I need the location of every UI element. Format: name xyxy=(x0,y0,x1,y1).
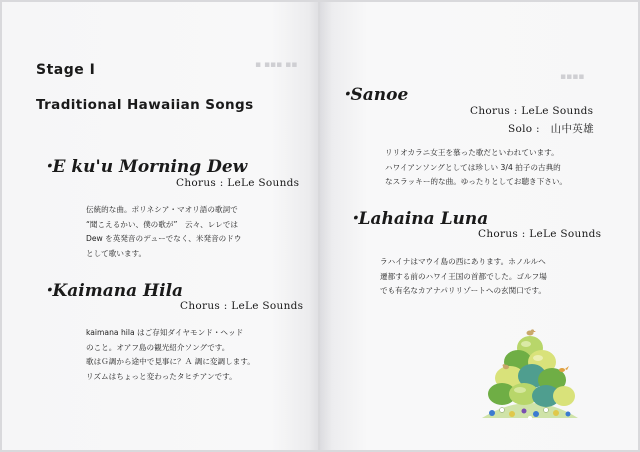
description-line: 伝統的な曲。ポリネシア・マオリ語の歌詞で xyxy=(86,205,238,214)
song-solo-credit: Solo : 山中英雄 xyxy=(508,123,594,135)
description-line: として歌います。 xyxy=(86,248,147,258)
song-title-ekuu-morning-dew: ･E ku'u Morning Dew xyxy=(44,157,248,177)
song-title-kaimana-hila: ･Kaimana Hila xyxy=(44,281,184,301)
song-description xyxy=(86,326,255,384)
description-line: ハワイアンソングとしては珍しい 3/4 拍子の古典的 xyxy=(385,162,561,172)
section-title: Traditional Hawaiian Songs xyxy=(36,97,254,113)
song-description xyxy=(385,146,567,190)
song-title-lahaina-luna: ･Lahaina Luna xyxy=(350,209,489,229)
song-credit: Chorus : LeLe Sounds xyxy=(478,228,602,240)
description-line: なスラッキー的な曲。ゆったりとしてお聴き下さい。 xyxy=(385,177,568,186)
description-line: 歌はＧ調から途中で見事に？Ａ 調に変調します。 xyxy=(86,357,255,366)
show-through-text: ▪ ▪▪▪ ▪▪ xyxy=(255,60,298,70)
description-line: “聞こえるかい、僕の歌が” 云々、レレでは xyxy=(86,219,238,229)
bird-icon xyxy=(559,366,569,372)
description-line: のこと。オアフ島の観光紹介ソングです。 xyxy=(86,342,230,352)
description-line: Dew を英発音のデューでなく、米発音のドウ xyxy=(86,234,242,243)
song-description xyxy=(86,203,241,261)
description-line: リリオカラニ女王を慕った歌だといわれています。 xyxy=(385,148,559,157)
stage-heading: Stage Ⅰ xyxy=(36,62,96,78)
tree-of-birds-illustration xyxy=(480,318,580,422)
description-line: 遷都する前のハワイ王国の首都でした。ゴルフ場 xyxy=(380,271,547,281)
description-line: リズムはちょっと変わったタヒチアンです。 xyxy=(86,371,237,381)
song-description xyxy=(380,255,547,299)
song-title-sanoe: ･Sanoe xyxy=(342,85,409,105)
song-credit: Chorus : LeLe Sounds xyxy=(180,300,304,312)
song-credit: Chorus : LeLe Sounds xyxy=(176,177,300,189)
bird-icon xyxy=(527,329,537,335)
show-through-text: ▪▪▪▪ xyxy=(560,72,585,82)
description-line: kaimana hila はご存知ダイヤモンド・ヘッド xyxy=(86,328,244,337)
description-line: でも有名なカアナパリリゾートへの玄関口です。 xyxy=(380,286,546,295)
description-line: ラハイナはマウイ島の西にあります。ホノルルへ xyxy=(380,257,546,266)
song-credit: Chorus : LeLe Sounds xyxy=(470,105,594,117)
